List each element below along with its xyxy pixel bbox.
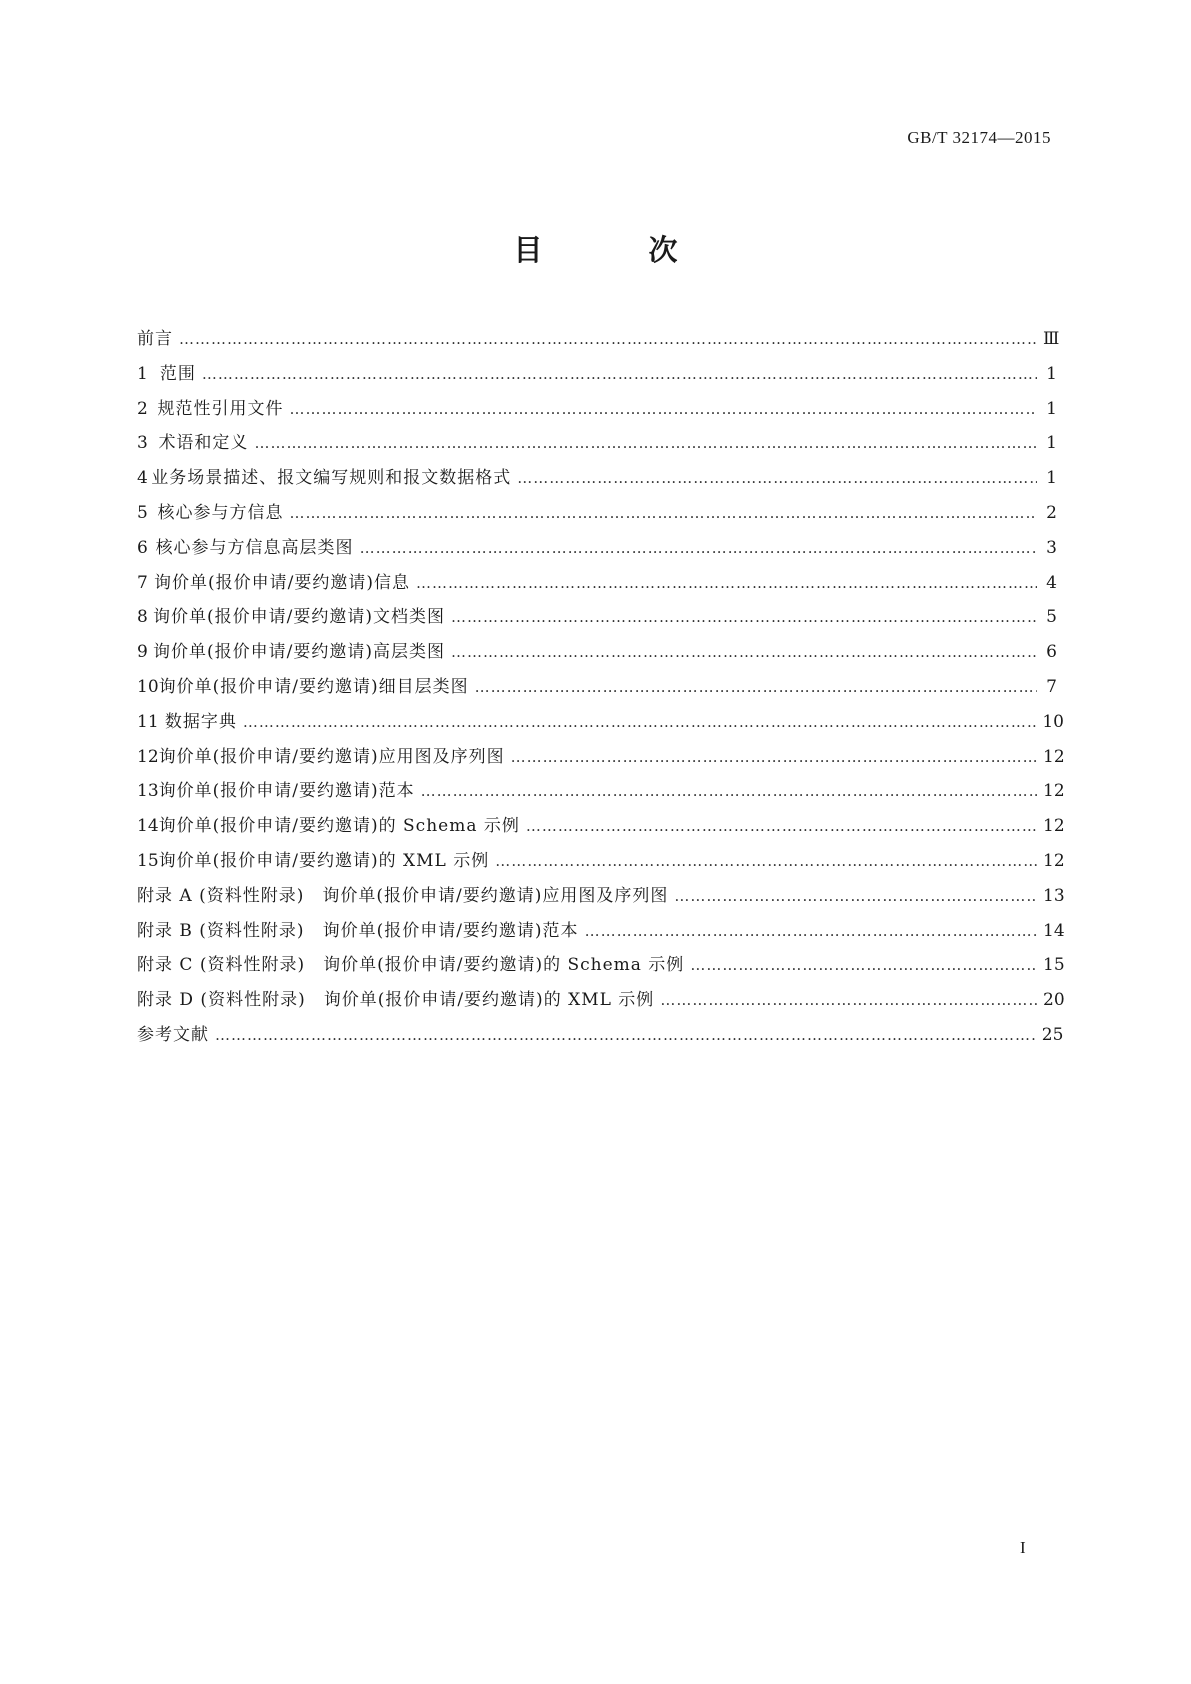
toc-entry-number: 3 — [137, 433, 148, 454]
toc-leader-dots — [674, 887, 1037, 905]
toc-entry-label: 附录 A (资料性附录) 询价单(报价申请/要约邀请)应用图及序列图 — [137, 885, 669, 906]
toc-entry[interactable] — [137, 637, 1057, 672]
toc-entry-page: 12 — [1043, 816, 1065, 837]
toc-leader-dots — [289, 504, 1037, 522]
toc-entry-page: 3 — [1046, 537, 1057, 558]
toc-entry-page: 20 — [1043, 990, 1065, 1011]
toc-entry[interactable] — [137, 428, 1057, 463]
toc-entry[interactable] — [137, 881, 1065, 916]
toc-leader-dots — [360, 539, 1037, 557]
toc-entry-label: 附录 B (资料性附录) 询价单(报价申请/要约邀请)范本 — [137, 920, 579, 941]
toc-entry[interactable] — [137, 324, 1060, 359]
toc-entry-label: 询价单(报价申请/要约邀请)文档类图 — [153, 607, 446, 628]
toc-leader-dots — [585, 922, 1037, 940]
toc-entry-page: 10 — [1042, 711, 1064, 732]
toc-leader-dots — [660, 991, 1037, 1009]
toc-entry-label: 附录 C (资料性附录) 询价单(报价申请/要约邀请)的 Schema 示例 — [137, 955, 685, 976]
toc-entry[interactable] — [137, 533, 1057, 568]
toc-entry-label: 规范性引用文件 — [157, 398, 284, 419]
toc-entry-number: 6 — [137, 537, 148, 558]
toc-leader-dots — [179, 330, 1037, 348]
toc-entry[interactable] — [137, 742, 1065, 777]
toc-entry-page: 6 — [1046, 642, 1057, 663]
toc-entry-label: 询价单(报价申请/要约邀请)范本 — [158, 781, 415, 802]
toc-entry[interactable] — [137, 707, 1064, 742]
toc-entry[interactable] — [137, 463, 1057, 498]
toc-entry-label: 询价单(报价申请/要约邀请)的 XML 示例 — [158, 850, 490, 871]
toc-entry-page: 2 — [1046, 502, 1057, 523]
toc-entry[interactable] — [137, 811, 1065, 846]
toc-entry-page: 7 — [1046, 676, 1057, 697]
toc-entry-label: 数据字典 — [164, 711, 237, 732]
toc-entry-number: 7 — [137, 572, 148, 593]
toc-leader-dots — [526, 817, 1037, 835]
toc-entry-label: 附录 D (资料性附录) 询价单(报价申请/要约邀请)的 XML 示例 — [137, 990, 655, 1011]
table-of-contents — [137, 324, 1065, 1055]
page-number: I — [1020, 1538, 1026, 1557]
toc-entry-page: 12 — [1043, 781, 1065, 802]
toc-entry-number: 2 — [137, 398, 148, 419]
toc-entry-number: 13 — [137, 781, 159, 802]
toc-entry-label: 参考文献 — [137, 1024, 209, 1045]
toc-entry-number: 11 — [137, 711, 159, 732]
toc-entry-label: 术语和定义 — [158, 433, 249, 454]
toc-entry-number: 8 — [137, 607, 148, 628]
toc-entry-page: 1 — [1046, 398, 1057, 419]
toc-entry-label: 询价单(报价申请/要约邀请)应用图及序列图 — [158, 746, 505, 767]
toc-entry-label: 前言 — [137, 329, 173, 349]
toc-entry[interactable] — [137, 846, 1065, 881]
toc-entry-label: 核心参与方信息 — [157, 502, 284, 523]
toc-entry[interactable] — [137, 602, 1057, 637]
toc-entry[interactable] — [137, 394, 1057, 429]
toc-entry-number: 14 — [137, 816, 159, 837]
toc-leader-dots — [475, 678, 1037, 696]
toc-entry-number: 4 — [137, 468, 148, 489]
toc-entry[interactable] — [137, 916, 1065, 951]
toc-leader-dots — [289, 400, 1037, 418]
toc-leader-dots — [416, 574, 1037, 592]
toc-entry-page: 1 — [1046, 468, 1057, 489]
toc-entry[interactable] — [137, 950, 1065, 985]
toc-entry[interactable] — [137, 568, 1057, 603]
page-title: 目 次 — [513, 233, 726, 267]
toc-entry-page: 1 — [1046, 363, 1057, 384]
standard-code: GB/T 32174—2015 — [907, 128, 1051, 147]
toc-entry-page: 15 — [1043, 955, 1065, 976]
toc-entry[interactable] — [137, 498, 1057, 533]
toc-entry-page: 1 — [1046, 433, 1057, 454]
toc-entry-page: 12 — [1043, 850, 1065, 871]
toc-leader-dots — [511, 748, 1037, 766]
toc-entry[interactable] — [137, 672, 1057, 707]
toc-entry-label: 询价单(报价申请/要约邀请)信息 — [154, 572, 411, 593]
toc-leader-dots — [451, 643, 1037, 661]
toc-entry-page: Ⅲ — [1043, 329, 1060, 349]
toc-entry-page: 25 — [1041, 1024, 1064, 1045]
toc-entry-page: 13 — [1043, 885, 1065, 906]
toc-entry[interactable] — [137, 776, 1065, 811]
toc-entry-number: 15 — [137, 850, 159, 871]
toc-leader-dots — [254, 434, 1037, 452]
toc-entry[interactable] — [137, 359, 1057, 394]
toc-entry-number: 1 — [137, 363, 148, 384]
toc-entry-label: 业务场景描述、报文编写规则和报文数据格式 — [151, 468, 512, 489]
toc-entry-number: 10 — [137, 676, 159, 697]
toc-leader-dots — [243, 713, 1036, 731]
toc-leader-dots — [451, 608, 1037, 626]
toc-leader-dots — [495, 852, 1037, 870]
toc-entry-label: 询价单(报价申请/要约邀请)细目层类图 — [158, 676, 469, 697]
toc-leader-dots — [690, 956, 1037, 974]
toc-leader-dots — [202, 365, 1037, 383]
toc-entry[interactable] — [137, 1020, 1064, 1055]
toc-entry-page: 14 — [1043, 920, 1065, 941]
toc-entry-page: 4 — [1046, 572, 1057, 593]
toc-entry-page: 5 — [1046, 607, 1057, 628]
toc-entry-number: 5 — [137, 502, 148, 523]
toc-entry-page: 12 — [1043, 746, 1065, 767]
toc-leader-dots — [421, 782, 1037, 800]
toc-entry-label: 询价单(报价申请/要约邀请)高层类图 — [153, 642, 446, 663]
toc-leader-dots — [517, 469, 1037, 487]
toc-entry[interactable] — [137, 985, 1065, 1020]
toc-entry-label: 核心参与方信息高层类图 — [155, 537, 354, 558]
toc-entry-label: 范围 — [159, 363, 196, 384]
toc-entry-number: 9 — [137, 642, 148, 663]
toc-entry-number: 12 — [137, 746, 159, 767]
toc-leader-dots — [215, 1026, 1036, 1044]
toc-entry-label: 询价单(报价申请/要约邀请)的 Schema 示例 — [158, 816, 520, 837]
